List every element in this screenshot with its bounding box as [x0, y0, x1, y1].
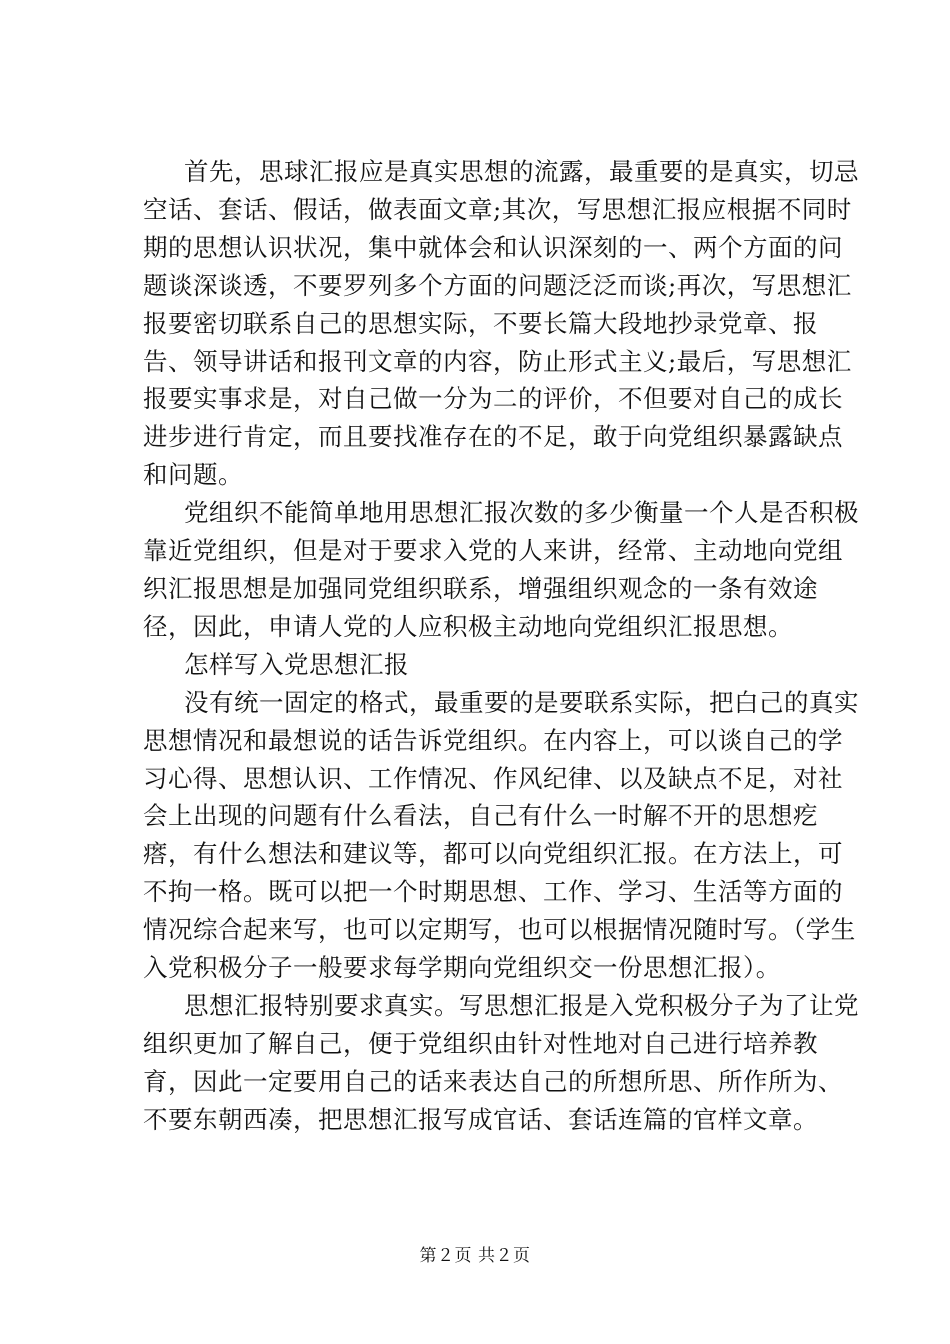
document-body: [143, 153, 863, 1139]
section-heading-how-to-write: 怎样写入党思想汇报: [184, 649, 409, 679]
paragraph-truthfulness: 思想汇报特别要求真实。写思想汇报是入党积极分子为了让党组织更加了解自己，便于党组织由针对性地对自己进行培养教育，因此一定要用自己的话来表达自己的所想所思、所作所为、不要东朝西凑，把思想汇报写成官话、套话连篇的官样文章。: [143, 990, 859, 1134]
page-number-footer: 第２页 共２页: [419, 1246, 531, 1266]
paragraph-report-principles: 首先，思球汇报应是真实思想的流露，最重要的是真实，切忌空话、套话、假话，做表面文章;其次，写思想汇报应根据不同时期的思想认识状况，集中就体会和认识深刻的一、两个方面的问题谈深谈透，不要罗列多个方面的问题泛泛而谈;再次，写思想汇报要密切联系自己的思想实际，不要长篇大段地抄录党章、报告、领导讲话和报刊文章的内容，防止形式主义;最后，写思想汇报要实事求是，对自己做一分为二的评价，不但要对自己的成长进步进行肯定，而且要找准存在的不足，敢于向党组织暴露缺点和问题。: [143, 157, 859, 490]
paragraph-report-frequency: 党组织不能简单地用思想汇报次数的多少衡量一个人是否积极靠近党组织，但是对于要求入党的人来讲，经常、主动地向党组织汇报思想是加强同党组织联系，增强组织观念的一条有效途径，因此，申请人党的人应积极主动地向党组织汇报思想。: [143, 498, 859, 641]
paragraph-format: 没有统一固定的格式，最重要的是要联系实际，把白己的真实思想情况和最想说的话告诉党组织。在内容上，可以谈自己的学习心得、思想认识、工作情况、作风纪律、以及缺点不足，对社会上出现的问题有什么看法，自己有什么一时解不开的思想疙瘩，有什么想法和建议等，都可以向党组织汇报。在方法上，可不拘一格。既可以把一个时期思想、工作、学习、生活等方面的情况综合起来写，也可以定期写，也可以根据情况随时写。（学生入党积极分子一般要求每学期向党组织交一份思想汇报）。: [143, 687, 859, 983]
